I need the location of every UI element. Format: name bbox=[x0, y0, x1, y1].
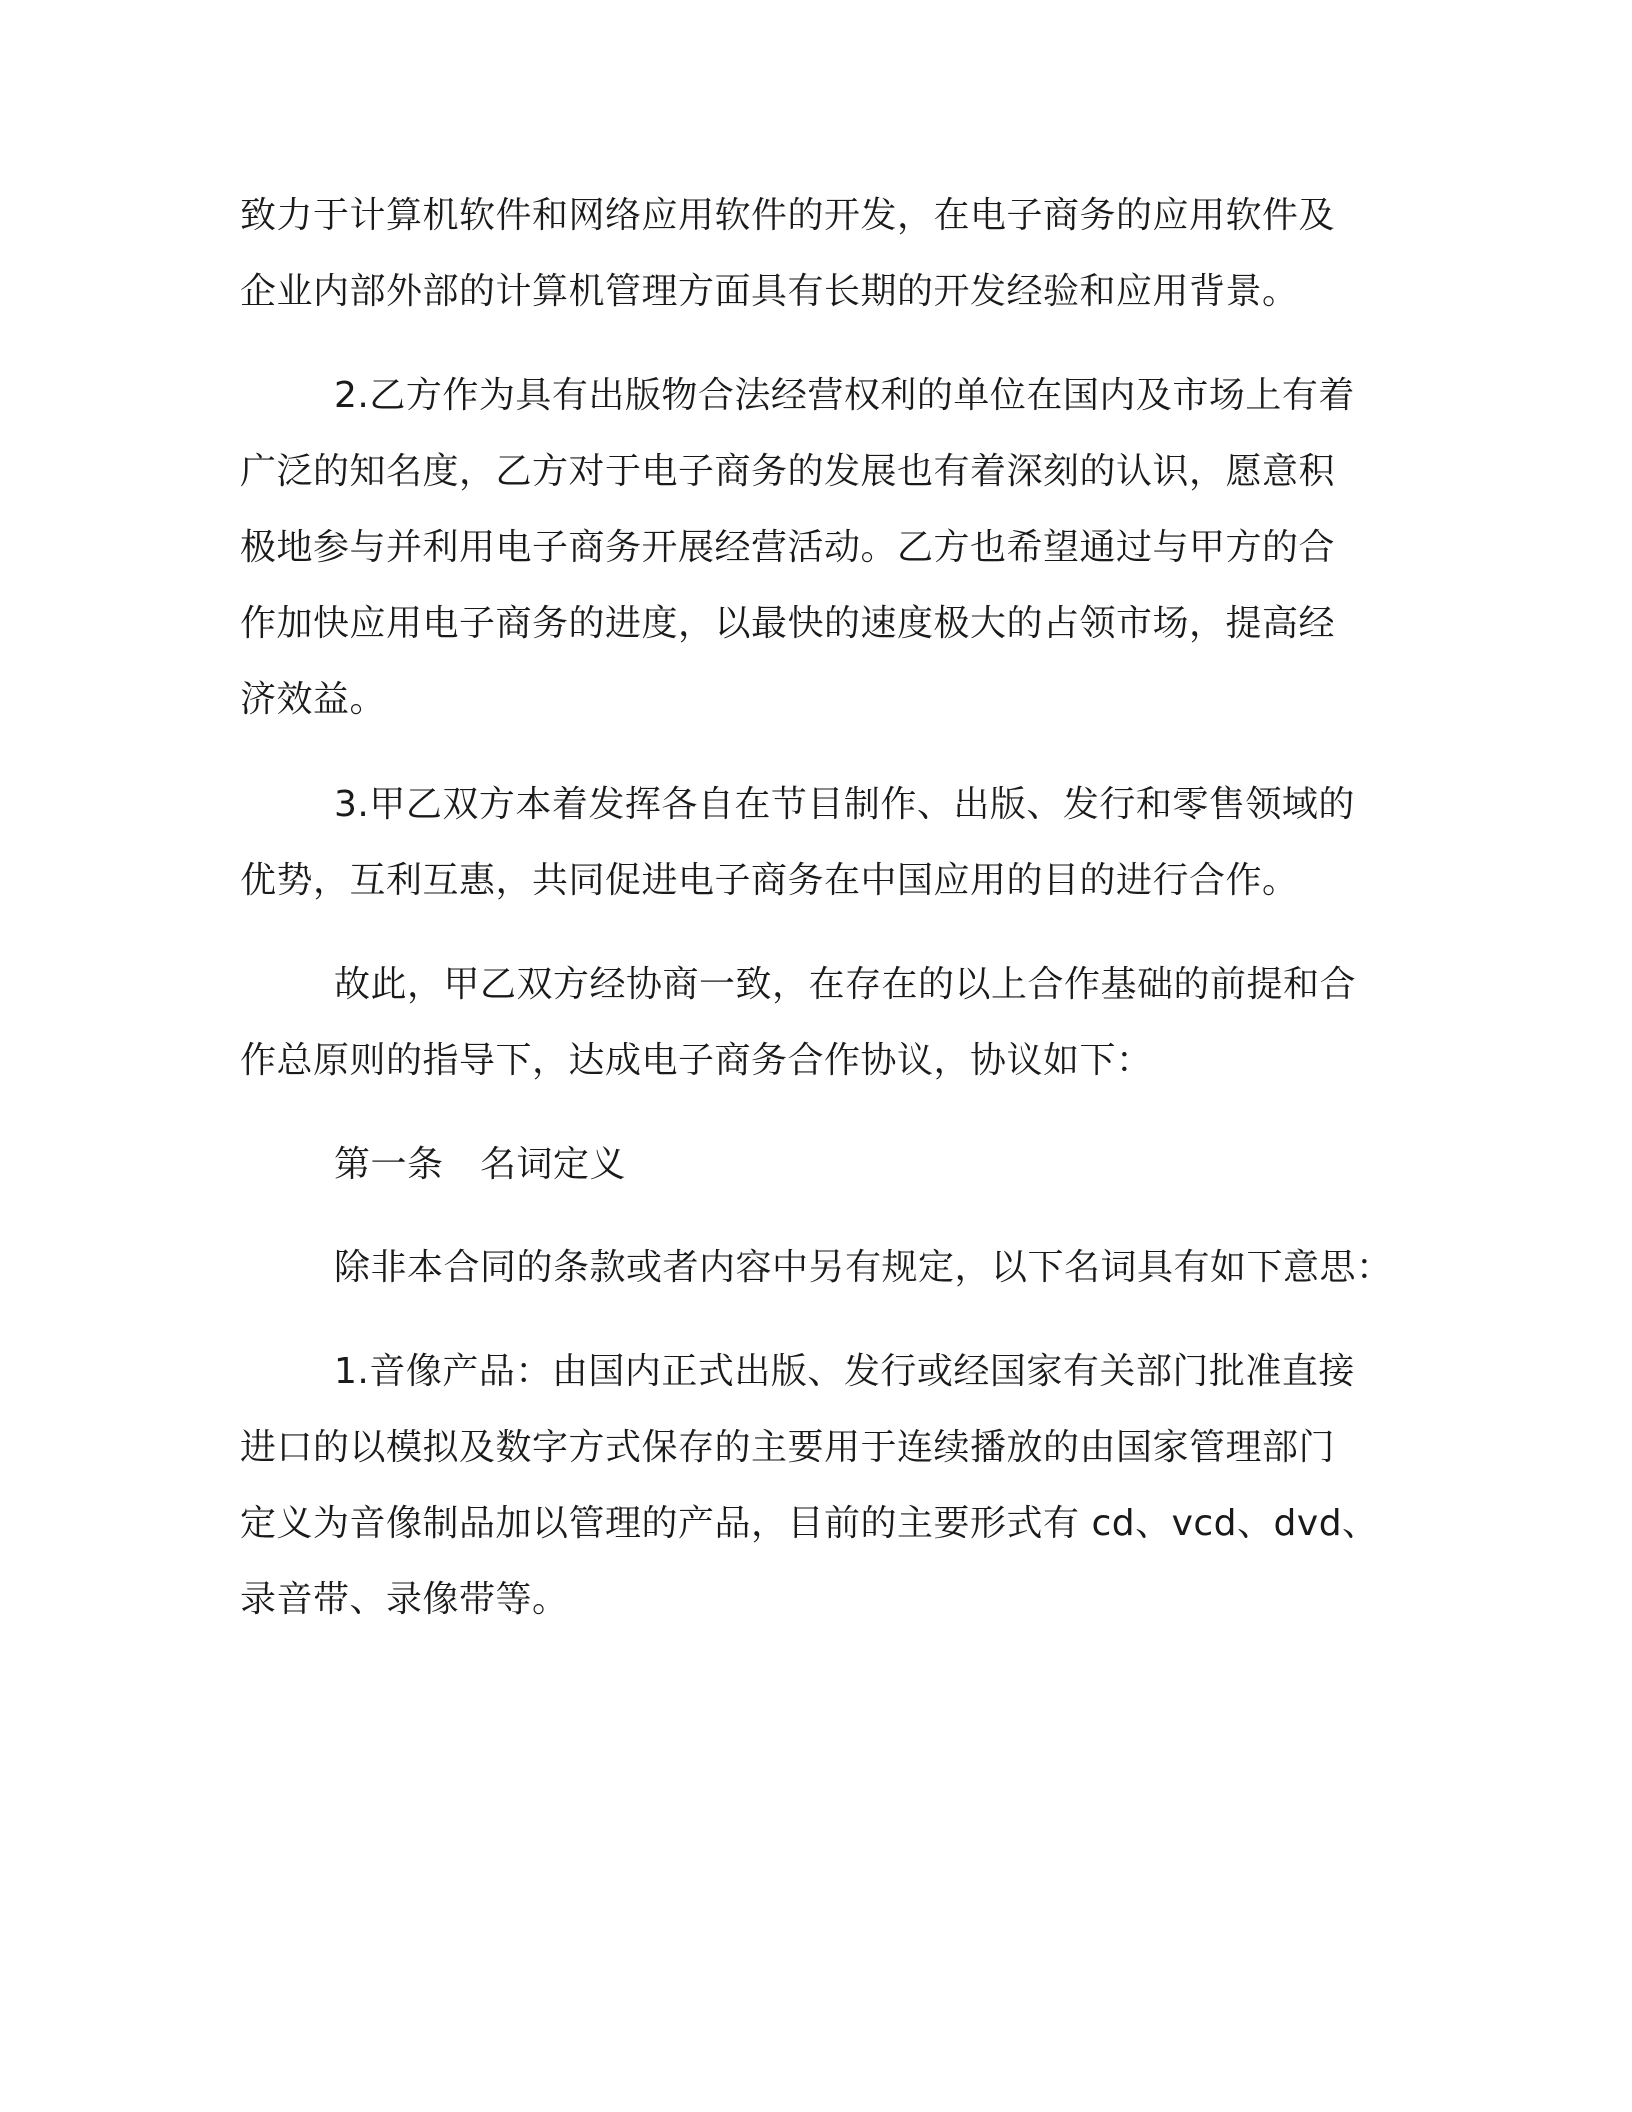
text-line: 作加快应用电子商务的进度，以最快的速度极大的占领市场，提高经 bbox=[240, 603, 1336, 644]
heading-line: 第一条 名词定义 bbox=[334, 1144, 627, 1185]
text-line: 故此，甲乙双方经协商一致，在存在的以上合作基础的前提和合 bbox=[334, 964, 1357, 1005]
text-line: 1.音像产品：由国内正式出版、发行或经国家有关部门批准直接 bbox=[334, 1351, 1355, 1392]
text-line: 进口的以模拟及数字方式保存的主要用于连续播放的由国家管理部门 bbox=[240, 1427, 1336, 1468]
text-line: 极地参与并利用电子商务开展经营活动。乙方也希望通过与甲方的合 bbox=[240, 527, 1336, 568]
text-line: 2.乙方作为具有出版物合法经营权利的单位在国内及市场上有着 bbox=[334, 375, 1355, 416]
text-line: 企业内部外部的计算机管理方面具有长期的开发经验和应用背景。 bbox=[240, 271, 1299, 312]
text-line: 作总原则的指导下，达成电子商务合作协议，协议如下： bbox=[240, 1040, 1153, 1081]
text-line: 济效益。 bbox=[240, 679, 387, 720]
text-line: 3.甲乙双方本着发挥各自在节目制作、出版、发行和零售领域的 bbox=[334, 784, 1355, 825]
text-line: 优势，互利互惠，共同促进电子商务在中国应用的目的进行合作。 bbox=[240, 860, 1299, 901]
text-line: 广泛的知名度，乙方对于电子商务的发展也有着深刻的认识，愿意积 bbox=[240, 451, 1336, 492]
text-line: 录音带、录像带等。 bbox=[240, 1579, 569, 1620]
text-line: 除非本合同的条款或者内容中另有规定，以下名词具有如下意思： bbox=[334, 1247, 1393, 1288]
text-line: 致力于计算机软件和网络应用软件的开发，在电子商务的应用软件及 bbox=[240, 195, 1336, 236]
text-line: 定义为音像制品加以管理的产品，目前的主要形式有 cd、vcd、dvd、 bbox=[240, 1503, 1379, 1544]
